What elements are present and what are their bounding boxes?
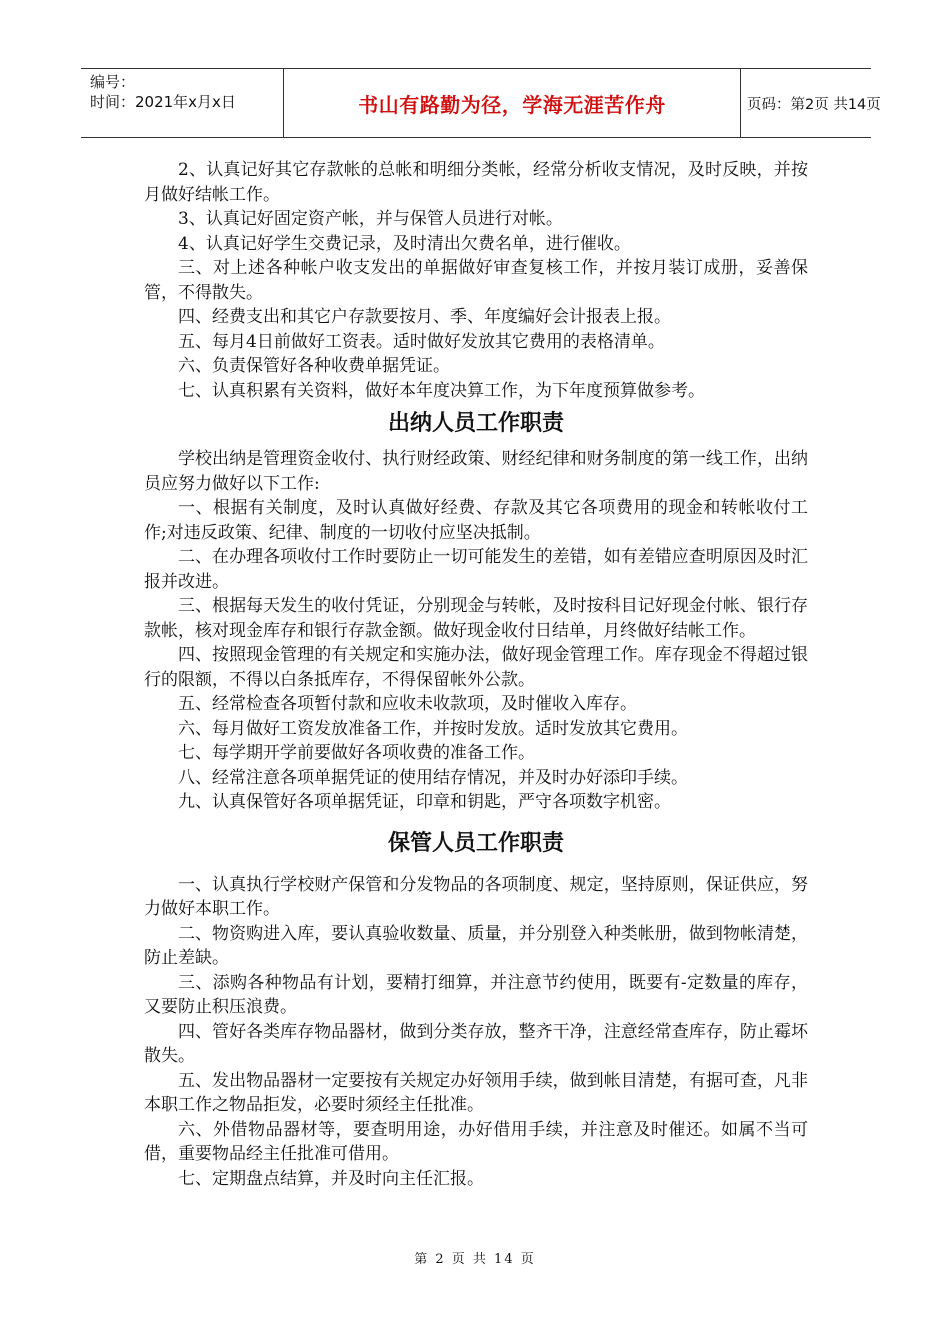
paragraph: 六、负责保管好各种收费单据凭证。 [178, 356, 450, 376]
paragraph: 六、每月做好工资发放准备工作，并按时发放。适时发放其它费用。 [178, 718, 688, 739]
paragraph: 三、根据每天发生的收付凭证，分别现金与转帐，及时按科目记好现金付帐、银行存款帐，核对现金库存和银行存款金额。做好现金收付日结单，月终做好结帐工作。 [144, 596, 808, 641]
page-header [81, 68, 881, 138]
paragraph: 九、认真保管好各项单据凭证，印章和钥匙，严守各项数字机密。 [178, 792, 671, 812]
paragraph: 2、认真记好其它存款帐的总帐和明细分类帐，经常分析收支情况，及时反映，并按月做好结帐工作。 [144, 160, 808, 205]
paragraph: 学校出纳是管理资金收付、执行财经政策、财经纪律和财务制度的第一线工作，出纳员应努力做好以下工作: [144, 449, 808, 494]
page-footer: 第 2 页 共 14 页 [414, 1252, 536, 1267]
header-page-cell [739, 69, 881, 137]
header-time-label: 时间：2021年x月x日 [90, 93, 236, 111]
paragraph: 五、每月4日前做好工资表。适时做好发放其它费用的表格清单。 [178, 331, 665, 352]
paragraph: 六、外借物品器材等，要查明用途，办好借用手续，并注意及时催还。如属不当可借，重要物品经主任批准可借用。 [144, 1119, 808, 1164]
header-motto: 书山有路勤为径，学海无涯苦作舟 [358, 92, 666, 117]
header-meta [81, 69, 283, 137]
paragraph: 一、认真执行学校财产保管和分发物品的各项制度、规定，坚持原则，保证供应，努力做好本职工作。 [144, 874, 808, 919]
paragraph: 四、经费支出和其它户存款要按月、季、年度编好会计报表上报。 [178, 307, 671, 327]
paragraph: 二、在办理各项收付工作时要防止一切可能发生的差错，如有差错应查明原因及时汇报并改进。 [144, 547, 808, 592]
paragraph: 七、定期盘点结算，并及时向主任汇报。 [178, 1168, 484, 1189]
paragraph: 一、根据有关制度，及时认真做好经费、存款及其它各项费用的现金和转帐收付工作;对违反政策、纪律、制度的一切收付应坚决抵制。 [144, 498, 808, 543]
paragraph: 四、按照现金管理的有关规定和实施办法，做好现金管理工作。库存现金不得超过银行的限额，不得以白条抵库存，不得保留帐外公款。 [144, 645, 808, 690]
header-motto-cell [283, 69, 741, 137]
paragraph: 4、认真记好学生交费记录，及时清出欠费名单，进行催收。 [178, 233, 631, 254]
paragraph: 八、经常注意各项单据凭证的使用结存情况，并及时办好添印手续。 [178, 767, 688, 788]
paragraph: 四、管好各类库存物品器材，做到分类存放，整齐干净，注意经常查库存，防止霉坏散失。 [144, 1021, 808, 1066]
section-title-keeper: 保管人员工作职责 [387, 830, 564, 856]
paragraph: 三、对上述各种帐户收支发出的单据做好审查复核工作，并按月装订成册，妥善保管，不得散失。 [144, 258, 808, 303]
paragraph: 五、经常检查各项暂付款和应收未收款项，及时催收入库存。 [178, 694, 637, 714]
paragraph: 3、认真记好固定资产帐，并与保管人员进行对帐。 [178, 209, 563, 229]
header-number-label: 编号： [90, 73, 136, 91]
section-title-cashier: 出纳人员工作职责 [387, 411, 564, 436]
paragraph: 七、认真积累有关资料，做好本年度决算工作，为下年度预算做参考。 [178, 380, 705, 401]
paragraph: 七、每学期开学前要做好各项收费的准备工作。 [178, 743, 535, 763]
paragraph: 二、物资购进入库，要认真验收数量、质量，并分别登入种类帐册，做到物帐清楚，防止差缺。 [144, 923, 808, 968]
document-body [144, 158, 808, 1191]
header-page-info: 页码：第2页 共14页 [747, 96, 881, 113]
paragraph: 三、添购各种物品有计划，要精打细算，并注意节约使用，既要有-定数量的库存，又要防止积压浪费。 [144, 972, 808, 1017]
paragraph: 五、发出物品器材一定要按有关规定办好领用手续，做到帐目清楚，有据可查，凡非本职工作之物品拒发，必要时须经主任批准。 [144, 1070, 808, 1115]
